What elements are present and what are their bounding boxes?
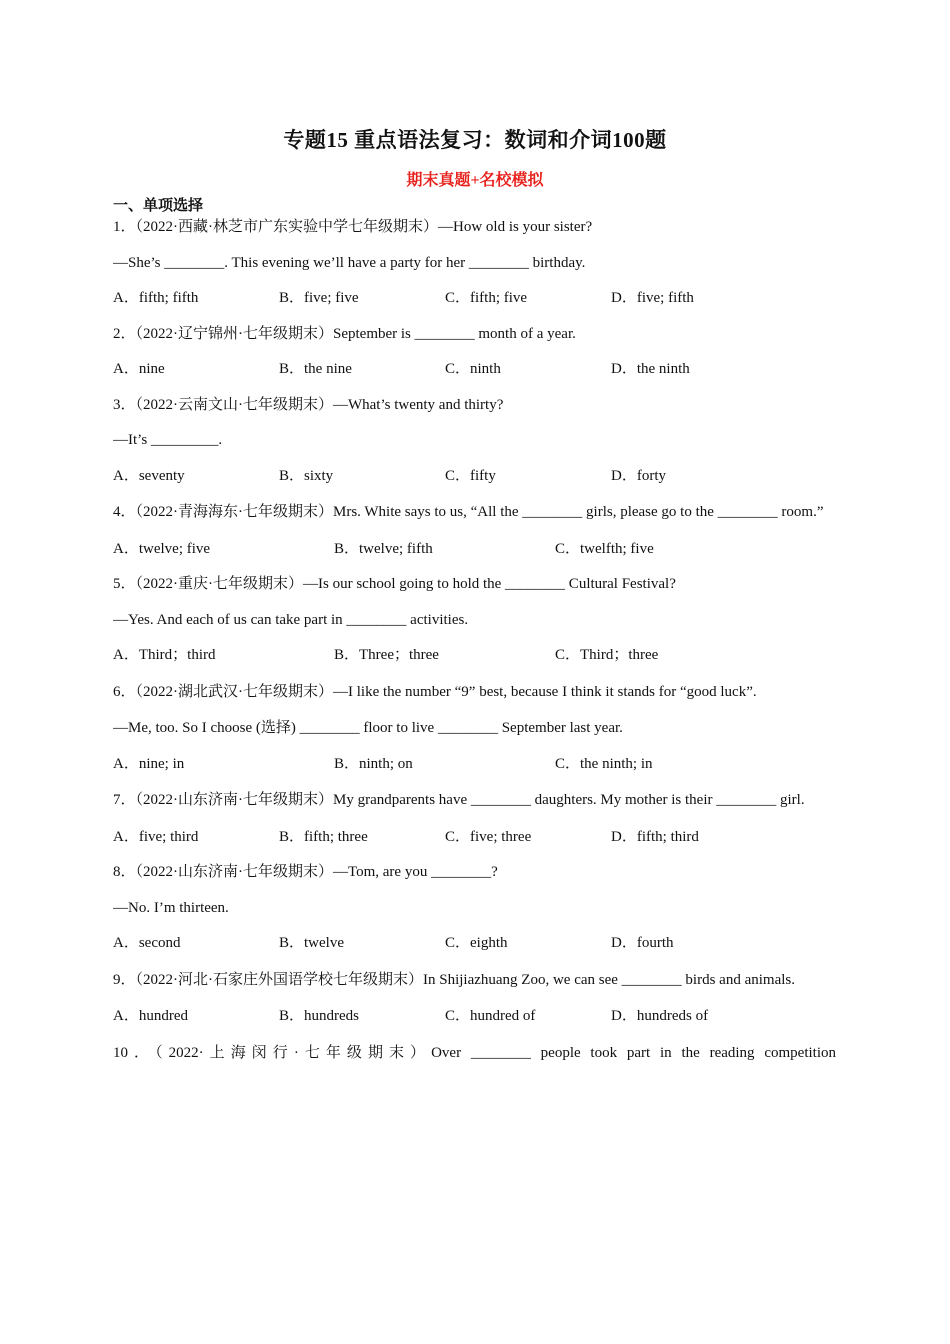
answer-options [113,352,836,388]
option-d: D．fourth [611,935,674,951]
question-stem: 4．（2022·青海海东·七年级期末）Mrs. White says to us, “All the ________ girls, please go to the ________ room.” [113,504,824,520]
option-c: C．fifty [445,467,496,484]
question-stem: 5．（2022·重庆·七年级期末）—Is our school going to hold the ________ Cultural Festival? [113,576,676,592]
option-a: A．hundred [113,1008,188,1024]
option-d: D．five; fifth [611,290,694,306]
option-a: A．nine; in [113,755,185,772]
question-4 [113,494,836,567]
option-a: A．second [113,935,181,951]
option-b: B．fifth; three [279,828,368,845]
option-a: A．Third；third [113,647,216,663]
option-c: C．Third；three [555,647,659,663]
option-a: A．seventy [113,467,185,484]
question-stem: 7．（2022·山东济南·七年级期末）My grandparents have ________ daughters. My mother is their ________ girl. [113,792,805,808]
option-b: B．Three；three [334,647,439,663]
answer-options [113,281,836,317]
option-c: C．fifth; five [445,290,528,306]
option-c: C．the ninth; in [555,755,653,772]
question-stem: 9．（2022·河北·石家庄外国语学校七年级期末）In Shijiazhuang Zoo, we can see ________ birds and animals. [113,971,795,988]
question-stem-continued: —Yes. And each of us can take part in ________ activities. [113,611,469,628]
option-d: D．fifth; third [611,828,699,845]
answer-options [113,638,836,674]
question-stem-continued: —Me, too. So I choose (选择) ________ floor to live ________ September last year. [113,720,623,736]
question-1 [113,210,836,317]
question-6 [113,674,836,783]
question-stem: 6．（2022·湖北武汉·七年级期末）—I like the number “9” best, because I think it stands for “good luck”. [113,683,757,700]
question-10 [113,1035,836,1073]
option-c: C．hundred of [445,1008,536,1024]
option-c: C．eighth [445,935,508,951]
answer-options [113,820,836,856]
answer-options [113,926,836,962]
option-a: A．fifth; fifth [113,290,199,306]
question-3 [113,388,836,495]
page-subtitle: 期末真题+名校模拟 [406,172,544,189]
question-9 [113,962,836,1035]
question-2 [113,317,836,388]
option-b: B．ninth; on [334,755,413,772]
question-stem: 8．（2022·山东济南·七年级期末）—Tom, are you ________? [113,864,498,880]
page-title: 专题15 重点语法复习：数词和介词100题 [283,128,667,152]
question-7 [113,782,836,855]
answer-options [113,532,836,568]
question-stem-continued: —No. I’m thirteen. [113,899,229,916]
option-b: B．sixty [279,467,334,484]
question-stem: 3．（2022·云南文山·七年级期末）—What’s twenty and thirty? [113,396,504,413]
option-b: B．five; five [279,290,359,306]
question-stem: 2．（2022·辽宁锦州·七年级期末）September is ________ month of a year. [113,325,576,342]
option-d: D．hundreds of [611,1008,709,1024]
option-c: C．five; three [445,828,532,845]
option-c: C．ninth [445,361,501,377]
option-a: A．nine [113,361,165,377]
question-stem-continued: —It’s _________. [113,432,223,448]
answer-options [113,999,836,1035]
option-b: B．hundreds [279,1008,359,1024]
question-stem: 1．（2022·西藏·林芝市广东实验中学七年级期末）—How old is your sister? [113,219,593,235]
question-stem: 10．（2022·上海闵行·七年级期末）Over ________ people took part in the reading competition [113,1044,836,1061]
question-list [113,210,836,1072]
section-heading: 一、单项选择 [113,198,204,214]
answer-options [113,747,836,783]
option-d: D．the ninth [611,361,690,377]
option-a: A．twelve; five [113,540,211,557]
question-stem-continued: —She’s ________. This evening we’ll have a party for her ________ birthday. [113,254,586,271]
option-b: B．twelve; fifth [334,540,433,557]
option-c: C．twelfth; five [555,540,654,557]
question-5 [113,567,836,674]
option-b: B．the nine [279,361,352,377]
answer-options [113,459,836,495]
option-b: B．twelve [279,935,344,951]
option-d: D．forty [611,467,666,484]
question-8 [113,855,836,962]
option-a: A．five; third [113,828,199,845]
